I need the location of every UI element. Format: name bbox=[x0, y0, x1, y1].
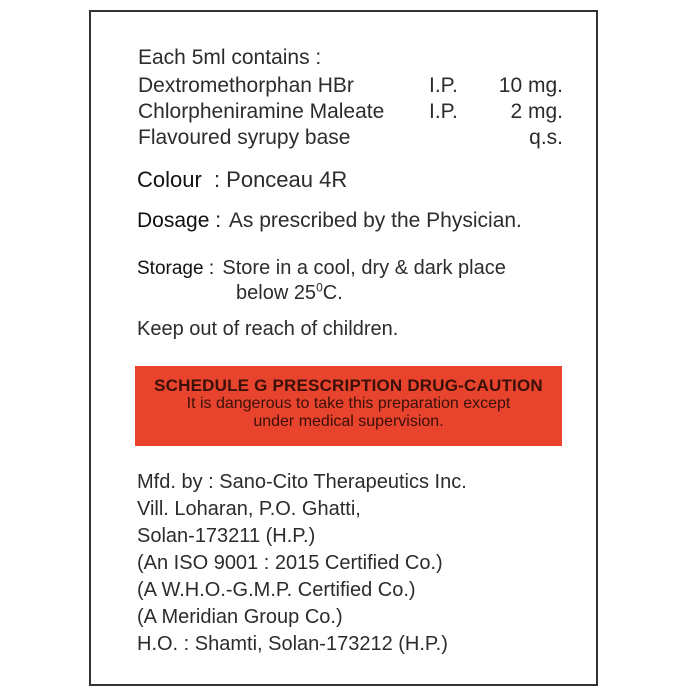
ingredient-quantity: 10 mg. bbox=[498, 74, 563, 97]
ingredient-name: Chlorpheniramine Maleate bbox=[138, 100, 385, 123]
ingredient-name: Dextromethorphan HBr bbox=[138, 74, 354, 97]
ingredient-quantity: 2 mg. bbox=[510, 100, 563, 123]
manufacturer-line: H.O. : Shamti, Solan-173212 (H.P.) bbox=[137, 633, 448, 655]
storage-row bbox=[137, 256, 506, 281]
ingredient-quantity: q.s. bbox=[529, 126, 563, 149]
dosage-value: As prescribed by the Physician. bbox=[228, 209, 522, 232]
colour-label: Colour bbox=[137, 167, 202, 192]
ingredient-row bbox=[138, 126, 563, 150]
label-panel bbox=[89, 10, 598, 686]
ingredient-standard: I.P. bbox=[429, 100, 458, 123]
manufacturer-line: Solan-173211 (H.P.) bbox=[137, 525, 316, 547]
ingredient-row bbox=[138, 100, 563, 124]
manufacturer-line: (A Meridian Group Co.) bbox=[137, 606, 343, 628]
ingredient-standard: I.P. bbox=[429, 74, 458, 97]
caution-box bbox=[135, 366, 562, 446]
caution-heading: SCHEDULE G PRESCRIPTION DRUG-CAUTION bbox=[154, 376, 543, 395]
caution-line-2: under medical supervision. bbox=[253, 413, 444, 430]
caution-line-1: It is dangerous to take this preparation except bbox=[186, 395, 511, 412]
manufacturer-line: Mfd. by : Sano-Cito Therapeutics Inc. bbox=[137, 471, 467, 493]
storage-line-2: below $25^0C$. bbox=[236, 280, 343, 304]
manufacturer-line: (A W.H.O.-G.M.P. Certified Co.) bbox=[137, 579, 416, 601]
storage-label: Storage : bbox=[137, 258, 215, 279]
ingredient-row bbox=[138, 74, 563, 98]
dosage-row bbox=[137, 209, 522, 233]
colour-row bbox=[137, 168, 347, 192]
dosage-label: Dosage : bbox=[137, 209, 222, 232]
ingredient-name: Flavoured syrupy base bbox=[138, 126, 351, 149]
children-warning: Keep out of reach of children. bbox=[137, 318, 399, 340]
composition-heading: Each 5ml contains : bbox=[138, 46, 322, 69]
manufacturer-line: (An ISO 9001 : 2015 Certified Co.) bbox=[137, 552, 443, 574]
colour-value: : Ponceau 4R bbox=[213, 167, 348, 192]
storage-line-1: Store in a cool, dry & dark place bbox=[222, 257, 506, 279]
manufacturer-line: Vill. Loharan, P.O. Ghatti, bbox=[137, 498, 361, 520]
